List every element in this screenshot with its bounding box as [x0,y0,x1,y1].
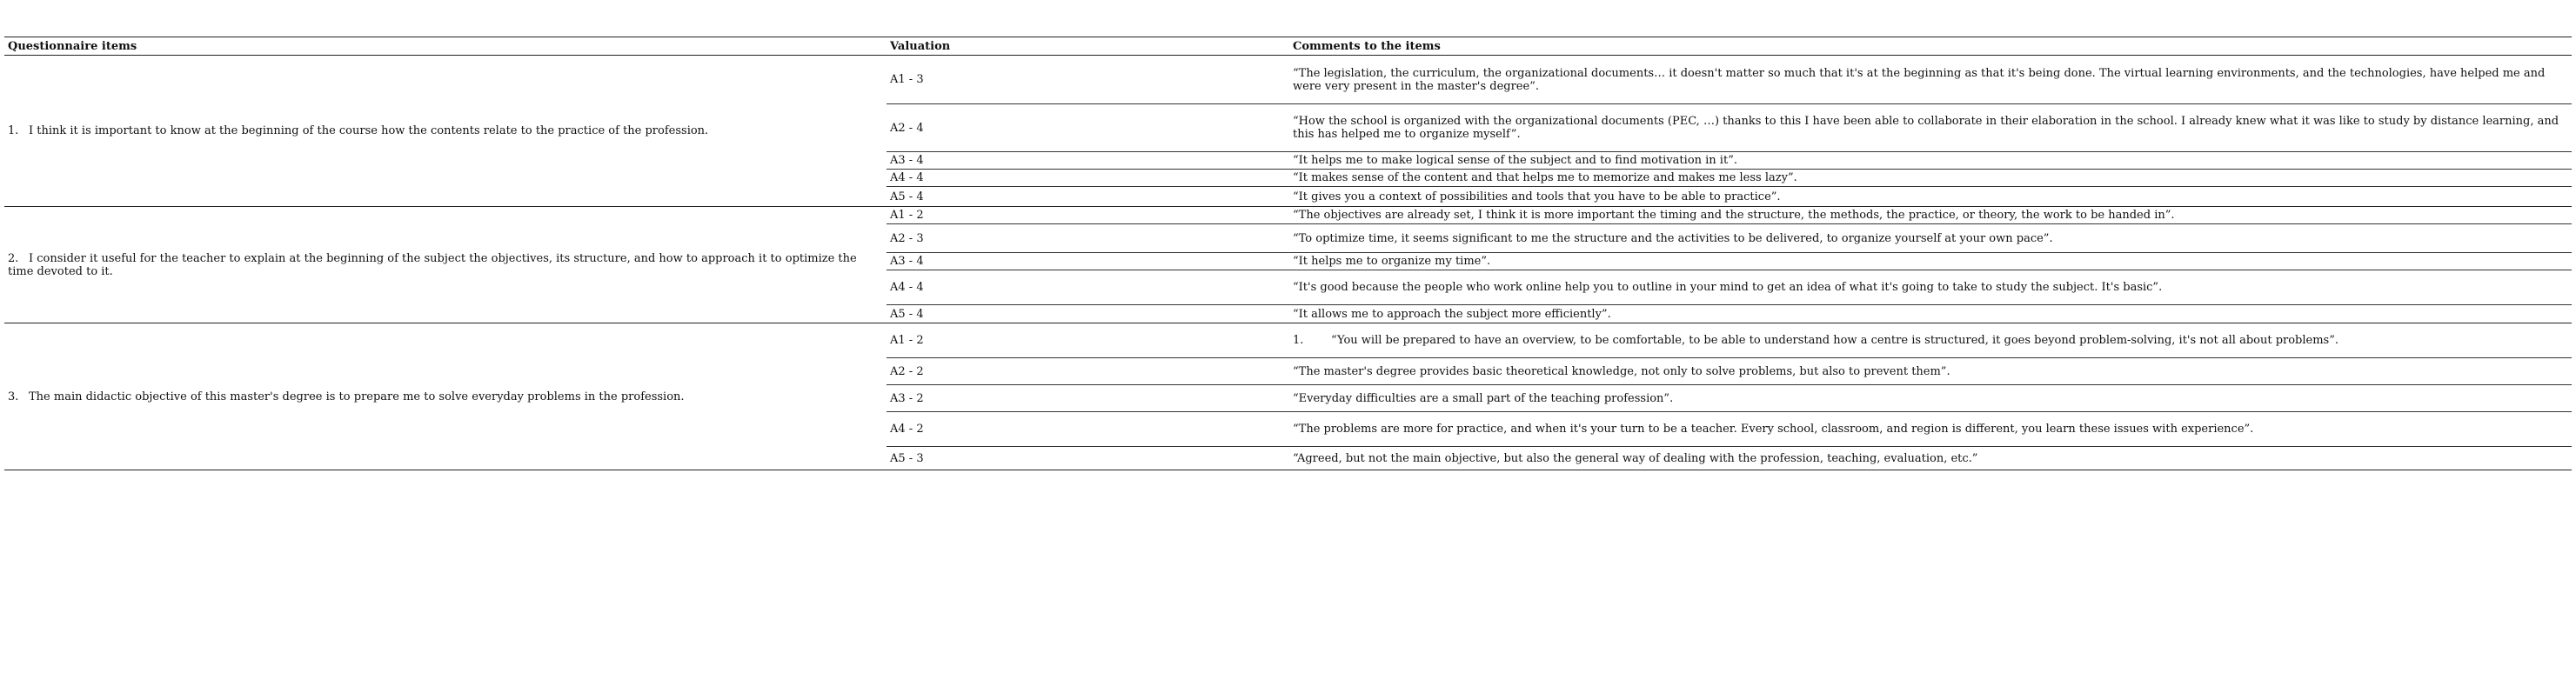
header-valuation: Valuation [887,37,1289,56]
comment-cell: “It gives you a context of possibilities and tools that you have to be able to practice”. [1289,187,2572,207]
valuation-cell: A5 - 3 [887,447,1289,470]
questionnaire-item [4,207,887,323]
valuation-cell: A1 - 3 [887,56,1289,104]
questionnaire-item [4,56,887,207]
item-number: 2. [8,251,19,265]
comment-number: 1. [1293,334,1304,347]
comment-cell: “The legislation, the curriculum, the organizational documents… it doesn't matter so much that it's at the beginning as that it's being done. The virtual learning environments, and the technologies, have helped me and were very present in the master's degree”. [1289,56,2572,104]
valuation-cell: A3 - 4 [887,152,1289,170]
header-row [4,37,2572,56]
valuation-cell: A1 - 2 [887,207,1289,224]
comment-cell: “It helps me to make logical sense of the subject and to find motivation in it”. [1289,152,2572,170]
comment-cell: “Agreed, but not the main objective, but also the general way of dealing with the profession, teaching, evaluation, etc.” [1289,447,2572,470]
item-number: 1. [8,124,19,137]
comment-cell: “It allows me to approach the subject more efficiently”. [1289,305,2572,323]
comment-cell: “It helps me to organize my time”. [1289,253,2572,270]
comment-cell: “It's good because the people who work online help you to outline in your mind to get an idea of what it's going to take to study the subject. It's basic”. [1289,270,2572,305]
item-text: The main didactic objective of this master's degree is to prepare me to solve everyday problems in the profession. [29,390,685,403]
comment-cell: “Everyday difficulties are a small part of the teaching profession”. [1289,385,2572,412]
valuation-cell: A4 - 2 [887,412,1289,447]
valuation-cell: A5 - 4 [887,305,1289,323]
item-text: I think it is important to know at the beginning of the course how the contents relate to the practice of the profession. [29,124,709,137]
table-row [4,207,2572,224]
header-questionnaire-items: Questionnaire items [4,37,887,56]
item-number: 3. [8,390,19,403]
comment-text: “You will be prepared to have an overview, to be comfortable, to be able to understand how a centre is structured, it goes beyond problem-solving, it's not all about problems”. [1331,334,2339,347]
valuation-cell: A5 - 4 [887,187,1289,207]
valuation-cell: A3 - 4 [887,253,1289,270]
comment-cell: “The master's degree provides basic theoretical knowledge, not only to solve problems, but also to prevent them”. [1289,358,2572,385]
valuation-cell: A2 - 2 [887,358,1289,385]
comment-cell: “How the school is organized with the organizational documents (PEC, …) thanks to this I have been able to collaborate in their elaboration in the school. I already knew what it was like to study by distance learning, and this has helped me to organize myself”. [1289,104,2572,152]
comment-cell [1289,323,2572,358]
valuation-cell: A3 - 2 [887,385,1289,412]
table-row [4,323,2572,358]
valuation-cell: A2 - 3 [887,224,1289,253]
questionnaire-table [4,37,2572,470]
table-row [4,56,2572,104]
comment-cell: “To optimize time, it seems significant to me the structure and the activities to be delivered, to organize yourself at your own pace”. [1289,224,2572,253]
valuation-cell: A4 - 4 [887,270,1289,305]
comment-cell: “The objectives are already set, I think it is more important the timing and the structure, the methods, the practice, or theory, the work to be handed in”. [1289,207,2572,224]
questionnaire-item [4,323,887,470]
comment-cell: “The problems are more for practice, and when it's your turn to be a teacher. Every school, classroom, and region is different, you learn these issues with experience”. [1289,412,2572,447]
valuation-cell: A4 - 4 [887,170,1289,187]
header-comments: Comments to the items [1289,37,2572,56]
item-text: I consider it useful for the teacher to explain at the beginning of the subject the objectives, its structure, and how to approach it to optimize the time devoted to it. [8,251,857,278]
questionnaire-table-container [4,37,2572,470]
valuation-cell: A2 - 4 [887,104,1289,152]
valuation-cell: A1 - 2 [887,323,1289,358]
comment-cell: “It makes sense of the content and that helps me to memorize and makes me less lazy”. [1289,170,2572,187]
